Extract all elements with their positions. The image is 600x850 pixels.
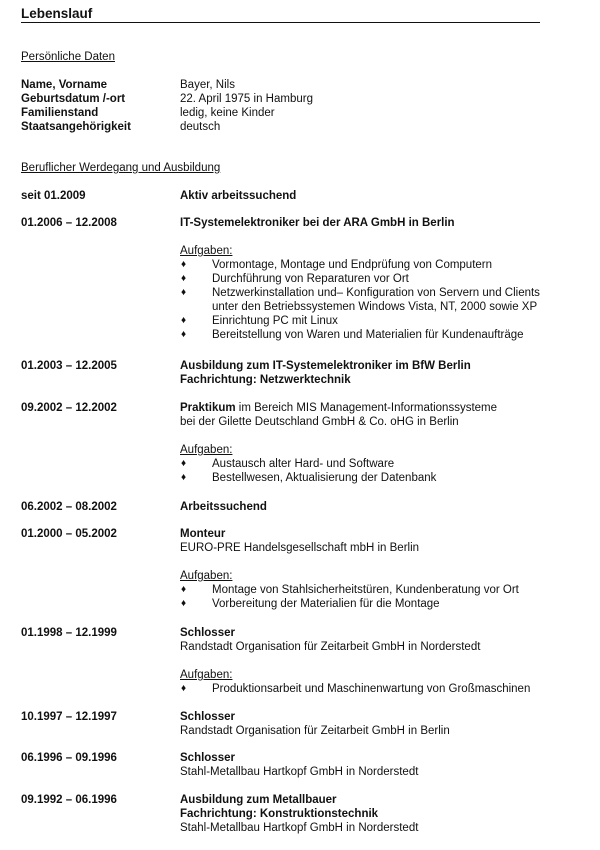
diamond-bullet-icon: ♦	[181, 458, 187, 469]
entry-subtitle: Fachrichtung: Konstruktionstechnik	[180, 808, 379, 820]
entry-title: IT-Systemelektroniker bei der ARA GmbH in Berlin	[180, 217, 455, 229]
diamond-bullet-icon: ♦	[181, 472, 187, 483]
task-list	[180, 583, 560, 611]
personal-value: deutsch	[180, 121, 221, 133]
entry-title: Ausbildung zum Metallbauer	[180, 794, 337, 806]
entry-title: Monteur	[180, 528, 226, 540]
task-item	[180, 258, 560, 272]
entry-employer: EURO-PRE Handelsgesellschaft mbH in Berlin	[180, 542, 420, 554]
entry-body	[180, 626, 560, 696]
entry-employer: Stahl-Metallbau Hartkopf GmbH in Norderstedt	[180, 766, 419, 778]
task-text: Einrichtung PC mit Linux	[212, 315, 338, 327]
career-entry	[21, 500, 560, 514]
task-text: Vormontage, Montage und Endprüfung von Computern	[212, 259, 493, 271]
entry-body	[180, 793, 560, 835]
entry-title: Arbeitssuchend	[180, 501, 267, 513]
entry-subtitle: Fachrichtung: Netzwerktechnik	[180, 374, 351, 386]
entry-date: 01.2006 – 12.2008	[21, 217, 117, 229]
career-entry	[21, 626, 560, 696]
career-entry	[21, 401, 560, 485]
personal-label: Staatsangehörigkeit	[21, 121, 131, 133]
personal-label: Name, Vorname	[21, 79, 108, 91]
task-list	[180, 457, 560, 485]
career-entry	[21, 216, 560, 342]
diamond-bullet-icon: ♦	[181, 273, 187, 284]
task-text: Bestellwesen, Aktualisierung der Datenbank	[212, 472, 437, 484]
diamond-bullet-icon: ♦	[181, 584, 187, 595]
tasks-label: Aufgaben:	[180, 570, 233, 582]
career-entry	[21, 751, 560, 779]
entry-title-rest: im Bereich MIS Management-Informationssysteme	[235, 402, 498, 414]
task-item	[180, 597, 560, 611]
personal-row	[21, 92, 313, 106]
personal-value: ledig, keine Kinder	[180, 107, 275, 119]
entry-body	[180, 500, 560, 514]
entry-employer: Randstadt Organisation für Zeitarbeit GmbH in Berlin	[180, 725, 450, 737]
task-text: Montage von Stahlsicherheitstüren, Kundenberatung vor Ort	[212, 584, 519, 596]
diamond-bullet-icon: ♦	[181, 259, 187, 270]
entry-title: Praktikum	[180, 402, 236, 414]
tasks-label: Aufgaben:	[180, 444, 233, 456]
diamond-bullet-icon: ♦	[181, 329, 187, 340]
personal-row	[21, 106, 313, 120]
entry-body	[180, 216, 560, 342]
entry-body	[180, 189, 560, 203]
task-item	[180, 272, 560, 286]
task-list	[180, 682, 560, 696]
entry-date: 01.2000 – 05.2002	[21, 528, 117, 540]
entry-date: 01.1998 – 12.1999	[21, 627, 117, 639]
title-underline	[21, 22, 540, 23]
task-item	[180, 314, 560, 328]
diamond-bullet-icon: ♦	[181, 287, 187, 298]
task-text: Produktionsarbeit und Maschinenwartung von Großmaschinen	[212, 683, 531, 695]
entry-body	[180, 359, 560, 387]
tasks-label: Aufgaben:	[180, 669, 233, 681]
task-text: Vorbereitung der Materialien für die Montage	[212, 598, 440, 610]
document-title: Lebenslauf	[21, 6, 93, 21]
task-text: Netzwerkinstallation und– Konfiguration von Servern und Clients unter den Betriebssystemen Windows Vista, NT, 2000 sowie XP	[212, 287, 540, 313]
personal-data-heading: Persönliche Daten	[21, 51, 115, 63]
entry-body	[180, 710, 560, 738]
personal-label: Familienstand	[21, 107, 99, 119]
career-entry	[21, 710, 560, 738]
career-entry	[21, 189, 560, 203]
career-entry	[21, 359, 560, 387]
entry-date: seit 01.2009	[21, 190, 86, 202]
task-text: Bereitstellung von Waren und Materialien für Kundenaufträge	[212, 329, 524, 341]
task-item	[180, 583, 560, 597]
personal-row	[21, 120, 313, 134]
personal-value: Bayer, Nils	[180, 79, 235, 91]
task-text: Durchführung von Reparaturen vor Ort	[212, 273, 409, 285]
task-text: Austausch alter Hard- und Software	[212, 458, 395, 470]
career-entry	[21, 527, 560, 611]
personal-data-table	[21, 78, 313, 134]
task-item	[180, 286, 560, 314]
entry-date: 09.2002 – 12.2002	[21, 402, 117, 414]
personal-row	[21, 78, 313, 92]
diamond-bullet-icon: ♦	[181, 315, 187, 326]
task-item	[180, 471, 560, 485]
entry-date: 06.2002 – 08.2002	[21, 501, 117, 513]
entry-employer: Stahl-Metallbau Hartkopf GmbH in Norderstedt	[180, 822, 419, 834]
diamond-bullet-icon: ♦	[181, 598, 187, 609]
entry-date: 09.1992 – 06.1996	[21, 794, 117, 806]
entry-title: Schlosser	[180, 627, 235, 639]
task-list	[180, 258, 560, 342]
entry-date: 10.1997 – 12.1997	[21, 711, 117, 723]
entry-body	[180, 527, 560, 611]
tasks-label: Aufgaben:	[180, 245, 233, 257]
entry-date: 01.2003 – 12.2005	[21, 360, 117, 372]
career-entry	[21, 793, 560, 835]
entry-title: Schlosser	[180, 711, 235, 723]
task-item	[180, 682, 560, 696]
entry-title: Aktiv arbeitssuchend	[180, 190, 297, 202]
personal-label: Geburtsdatum /-ort	[21, 93, 126, 105]
entry-title: Ausbildung zum IT-Systemelektroniker im BfW Berlin	[180, 360, 471, 372]
entry-date: 06.1996 – 09.1996	[21, 752, 117, 764]
diamond-bullet-icon: ♦	[181, 683, 187, 694]
entry-title: Schlosser	[180, 752, 235, 764]
entry-body	[180, 751, 560, 779]
entry-employer: Randstadt Organisation für Zeitarbeit GmbH in Norderstedt	[180, 641, 481, 653]
task-item	[180, 328, 560, 342]
personal-value: 22. April 1975 in Hamburg	[180, 93, 313, 105]
entry-body	[180, 401, 560, 485]
task-item	[180, 457, 560, 471]
entry-employer: bei der Gilette Deutschland GmbH & Co. oHG in Berlin	[180, 416, 459, 428]
career-heading: Beruflicher Werdegang und Ausbildung	[21, 162, 221, 174]
